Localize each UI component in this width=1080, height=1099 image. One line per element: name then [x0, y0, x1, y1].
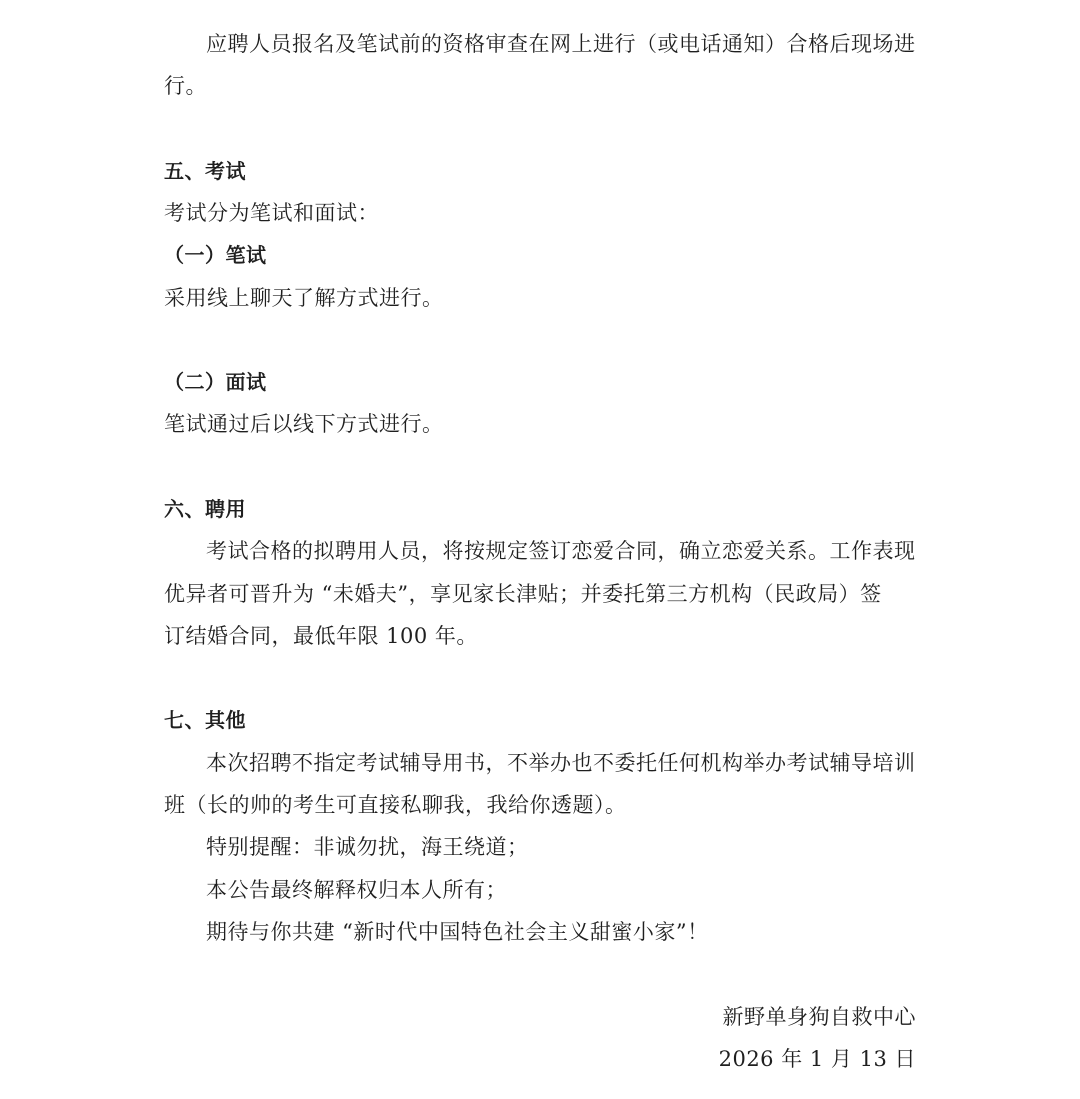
signature-org: 新野单身狗自救中心: [722, 1005, 916, 1029]
paragraph-line: 订结婚合同，最低年限 100 年。: [164, 624, 478, 648]
signature-date: 2026 年 1 月 13 日: [718, 1047, 916, 1071]
section-heading-exam: 五、考试: [164, 159, 246, 183]
paragraph-line: 采用线上聊天了解方式进行。: [164, 286, 444, 310]
paragraph-line: 本次招聘不指定考试辅导用书，不举办也不委托任何机构举办考试辅导培训: [206, 751, 916, 775]
paragraph-line: 本公告最终解释权归本人所有；: [206, 878, 507, 902]
paragraph-line: 考试分为笔试和面试：: [164, 201, 379, 225]
paragraph-line: 考试合格的拟聘用人员，将按规定签订恋爱合同，确立恋爱关系。工作表现: [206, 539, 916, 563]
section-heading-hiring: 六、聘用: [164, 497, 246, 521]
paragraph-line: 行。: [164, 74, 207, 98]
paragraph-line: 特别提醒：非诚勿扰，海王绕道；: [206, 835, 529, 859]
section-heading-other: 七、其他: [164, 708, 246, 732]
subsection-heading-written: （一）笔试: [164, 243, 267, 267]
paragraph-line: 笔试通过后以线下方式进行。: [164, 412, 444, 436]
paragraph-line: 期待与你共建 “新时代中国特色社会主义甜蜜小家”！: [206, 920, 709, 944]
subsection-heading-interview: （二）面试: [164, 370, 267, 394]
paragraph-line: 应聘人员报名及笔试前的资格审查在网上进行（或电话通知）合格后现场进: [206, 32, 916, 56]
paragraph-line: 优异者可晋升为 “未婚夫”，享见家长津贴；并委托第三方机构（民政局）签: [164, 582, 882, 606]
paragraph-line: 班（长的帅的考生可直接私聊我，我给你透题）。: [164, 793, 627, 817]
